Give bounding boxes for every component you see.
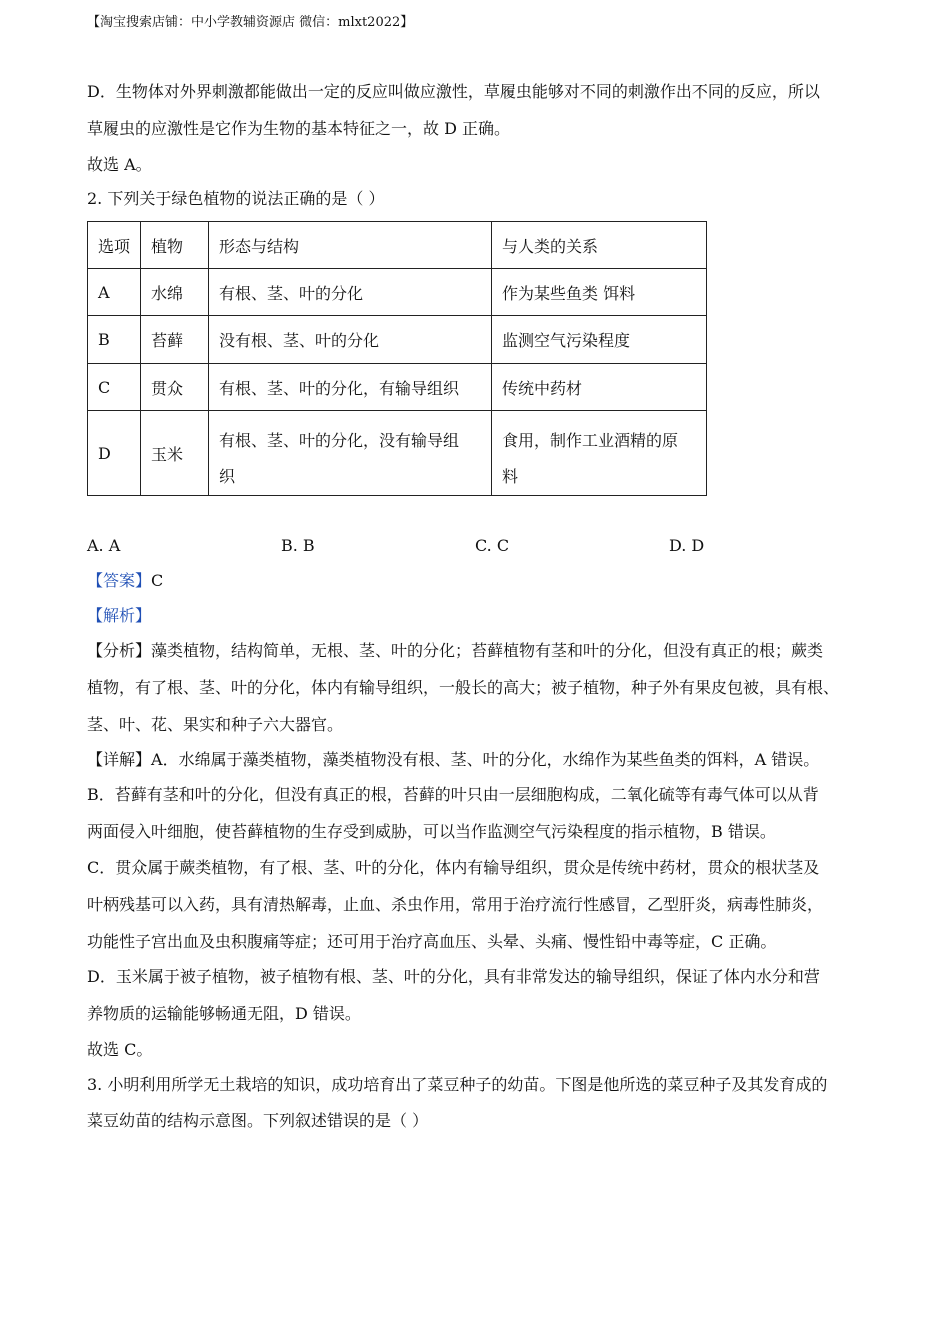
fenxi-label: 【分析】 — [87, 641, 152, 660]
q2-table — [87, 221, 707, 496]
table-cell: B — [88, 316, 141, 364]
fenxi-line2: 植物，有了根、茎、叶的分化，体内有输导组织，一般长的高大；被子植物，种子外有果皮包被，具有根、 — [87, 678, 840, 697]
table-cell: 监测空气污染程度 — [492, 316, 707, 364]
table-cell: 作为某些鱼类 饵料 — [492, 269, 707, 316]
q2-choice: 故选 C。 — [87, 1040, 153, 1059]
xiangjie-b-line1: B．苔藓有茎和叶的分化，但没有真正的根，苔藓的叶只由一层细胞构成，二氧化硫等有毒气体可以从背 — [87, 785, 819, 804]
option-b: B. B — [281, 536, 315, 555]
q1-option-d-line2: 草履虫的应激性是它作为生物的基本特征之一，故 D 正确。 — [87, 119, 511, 138]
cell-text-line: 有根、茎、叶的分化，没有输导组 — [219, 431, 460, 450]
xiangjie-line-a — [87, 750, 819, 770]
q3-stem-line1: 3. 小明利用所学无土栽培的知识，成功培育出了菜豆种子的幼苗。下图是他所选的菜豆种子及其发育成的 — [87, 1075, 828, 1094]
option-d: D. D — [669, 536, 705, 555]
table-row — [88, 316, 707, 364]
xiangjie-c-line2: 叶柄残基可以入药，具有清热解毒，止血、杀虫作用，常用于治疗流行性感冒，乙型肝炎，病毒性肺炎， — [87, 895, 824, 914]
xiangjie-d-line2: 养物质的运输能够畅通无阻，D 错误。 — [87, 1004, 361, 1023]
q3-stem-line2: 菜豆幼苗的结构示意图。下列叙述错误的是（ ） — [87, 1111, 429, 1130]
fenxi-line3: 茎、叶、花、果实和种子六大器官。 — [87, 715, 344, 734]
answer-line — [87, 571, 163, 591]
answer-label: 【答案】 — [87, 571, 152, 590]
table-row — [88, 411, 707, 496]
table-cell: 没有根、茎、叶的分化 — [209, 316, 492, 364]
xiangjie-c-line1: C．贯众属于蕨类植物，有了根、茎、叶的分化，体内有输导组织，贯众是传统中药材，贯众的根状茎及 — [87, 858, 820, 877]
option-a: A. A — [87, 536, 121, 555]
table-cell: 玉米 — [141, 411, 209, 496]
fenxi-line1 — [87, 641, 823, 661]
answer-value: C — [151, 571, 164, 590]
xiangjie-label: 【详解】 — [87, 750, 152, 769]
q1-choice: 故选 A。 — [87, 155, 152, 174]
xiangjie-c-line3: 功能性子宫出血及虫积腹痛等症；还可用于治疗高血压、头晕、头痛、慢性铅中毒等症，C 正确。 — [87, 932, 777, 951]
table-header-cell: 形态与结构 — [209, 222, 492, 269]
q1-option-d-line1: D．生物体对外界刺激都能做出一定的反应叫做应激性，草履虫能够对不同的刺激作出不同的反应，所以 — [87, 82, 820, 101]
table-row — [88, 364, 707, 411]
table-header-row — [88, 222, 707, 269]
table-row — [88, 269, 707, 316]
table-cell — [492, 411, 707, 496]
q2-stem: 2. 下列关于绿色植物的说法正确的是（ ） — [87, 189, 385, 208]
cell-text-line: 食用，制作工业酒精的原 — [502, 431, 679, 450]
table-header-cell: 选项 — [88, 222, 141, 269]
table-cell: 贯众 — [141, 364, 209, 411]
option-c: C. C — [475, 536, 510, 555]
fenxi-text: 藻类植物，结构简单，无根、茎、叶的分化；苔藓植物有茎和叶的分化，但没有真正的根；蕨类 — [151, 641, 824, 660]
cell-text-line: 织 — [219, 467, 236, 486]
analysis-label: 【解析】 — [87, 606, 152, 625]
xiangjie-d-line1: D．玉米属于被子植物，被子植物有根、茎、叶的分化，具有非常发达的输导组织，保证了体内水分和营 — [87, 967, 820, 986]
table-cell: A — [88, 269, 141, 316]
cell-text-line: 料 — [502, 467, 519, 486]
table-header-cell: 与人类的关系 — [492, 222, 707, 269]
table-cell: 传统中药材 — [492, 364, 707, 411]
table-cell: 苔藓 — [141, 316, 209, 364]
table-header-cell: 植物 — [141, 222, 209, 269]
table-cell — [209, 411, 492, 496]
xiangjie-text: A．水绵属于藻类植物，藻类植物没有根、茎、叶的分化，水绵作为某些鱼类的饵料，A 错误。 — [151, 750, 820, 769]
page-header: 【淘宝搜索店铺：中小学教辅资源店 微信：mlxt2022】 — [87, 15, 414, 30]
xiangjie-b-line2: 两面侵入叶细胞，使苔藓植物的生存受到威胁，可以当作监测空气污染程度的指示植物，B 错误。 — [87, 822, 776, 841]
table-cell: 有根、茎、叶的分化 — [209, 269, 492, 316]
table-cell: C — [88, 364, 141, 411]
table-cell: 水绵 — [141, 269, 209, 316]
table-cell: 有根、茎、叶的分化，有输导组织 — [209, 364, 492, 411]
table-cell: D — [88, 411, 141, 496]
